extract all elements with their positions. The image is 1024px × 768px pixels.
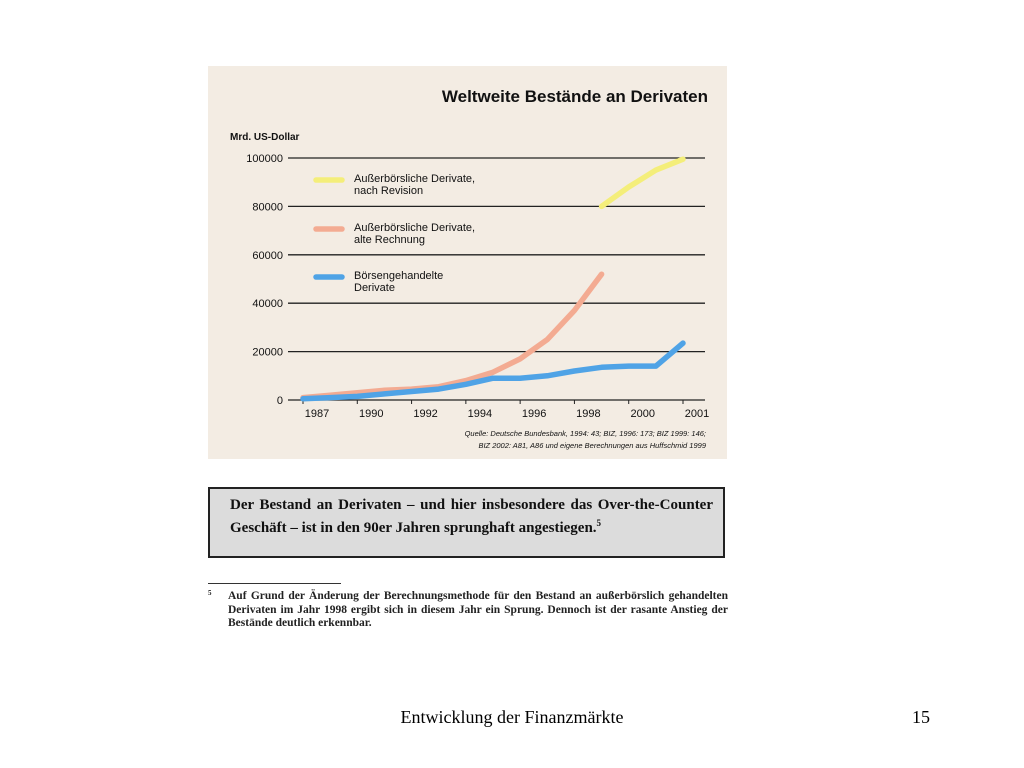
- footnote-text: Auf Grund der Änderung der Berechnungsmethode für den Bestand an außerbörslich gehandelten Derivaten im Jahr 1998 ergibt sich in diesem Jahr ein Sprung. Dennoch ist der rasante Anstieg der Bestände deutlich erkennbar.: [228, 590, 728, 629]
- chart-title: Weltweite Bestände an Derivaten: [441, 87, 708, 106]
- footnote-mark: 5: [208, 589, 212, 597]
- legend-label: alte Rechnung: [354, 234, 425, 246]
- chart-panel: [208, 66, 727, 459]
- x-tick-label: 2001: [684, 408, 710, 420]
- legend-label: Außerbörsliche Derivate,: [354, 222, 476, 234]
- x-tick-label: 1992: [413, 408, 438, 420]
- x-tick-label: 1998: [576, 408, 601, 420]
- y-tick-label: 60000: [252, 249, 283, 262]
- y-tick-label: 0: [276, 395, 283, 407]
- x-tick-label: 1994: [467, 408, 493, 420]
- x-tick-label: 2000: [630, 408, 655, 420]
- chart-source-line-2: BIZ 2002: A81, A86 und eigene Berechnungen aus Huffschmid 1999: [478, 441, 706, 450]
- legend-label: Derivate: [354, 282, 395, 294]
- derivatives-line-chart: [208, 66, 727, 459]
- legend-label: Außerbörsliche Derivate,: [354, 173, 476, 185]
- y-tick-label: 80000: [252, 201, 283, 214]
- footnote-divider: [208, 583, 341, 584]
- x-tick-label: 1990: [359, 408, 384, 420]
- footnote: [208, 590, 728, 631]
- slide-footer-title: Entwicklung der Finanzmärkte: [400, 707, 624, 727]
- legend-label: nach Revision: [354, 185, 424, 197]
- y-axis-unit-label: Mrd. US-Dollar: [230, 132, 300, 143]
- y-tick-label: 40000: [252, 298, 283, 311]
- x-tick-label: 1996: [521, 408, 547, 420]
- legend-label: Börsengehandelte: [354, 270, 444, 282]
- chart-source-line-1: Quelle: Deutsche Bundesbank, 1994: 43; BIZ, 1996: 173; BIZ 1999: 146;: [464, 429, 706, 438]
- y-tick-label: 20000: [252, 346, 283, 359]
- y-tick-label: 100000: [246, 153, 283, 165]
- x-tick-label: 1987: [304, 408, 330, 420]
- callout-footnote-ref: 5: [596, 518, 602, 528]
- series-line-1: [602, 159, 683, 206]
- summary-callout-box: [208, 487, 725, 558]
- callout-text: Der Bestand an Derivaten – und hier insbesondere das Over-the-Counter Geschäft – ist in den 90er Jahren sprunghaft angestiegen.: [230, 497, 713, 536]
- slide-page-number: 15: [912, 707, 930, 727]
